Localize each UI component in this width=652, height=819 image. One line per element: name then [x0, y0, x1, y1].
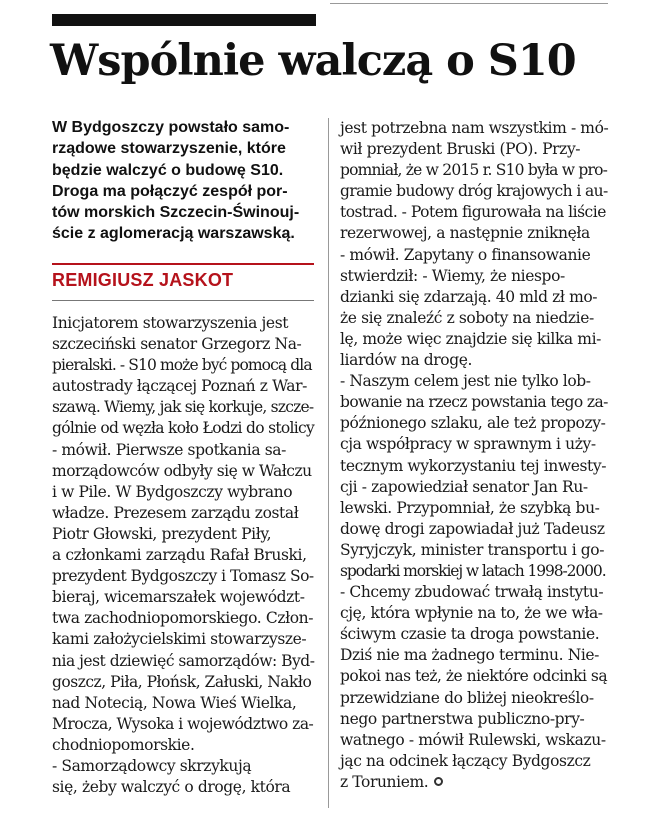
- body-line: pieralski. - S10 może być pomocą dla: [52, 356, 312, 375]
- body-line: lę, może więc znajdzie się kilka mi-: [340, 329, 601, 348]
- body-line: nego partnerstwa publiczno-pry-: [340, 709, 585, 728]
- lead-line: ście z aglomeracją warszawską.: [52, 225, 295, 243]
- body-line: jest potrzebna nam wszystkim - mó-: [340, 119, 609, 137]
- body-line: - mówił. Pierwsze spotkania sa-: [52, 440, 286, 459]
- body-line: szczeciński senator Grzegorz Na-: [52, 335, 302, 354]
- end-of-article-icon: [434, 777, 443, 786]
- body-line: pokoi nas też, że niektóre odcinki są: [340, 667, 608, 686]
- body-line: prezydent Bydgoszczy i Tomasz So-: [52, 567, 314, 586]
- body-line: twa zachodniopomorskiego. Człon-: [52, 609, 314, 628]
- body-line: stwierdził: - Wiemy, że niespo-: [340, 266, 565, 285]
- top-black-bar: [52, 14, 316, 26]
- column-divider: [328, 118, 329, 808]
- body-line: chodniopomorskie.: [52, 735, 195, 754]
- body-line: nad Notecią, Nowa Wieś Wielka,: [52, 693, 297, 712]
- lead-line: W Bydgoszczy powstało samo-: [52, 119, 290, 136]
- body-line: tecznym wykorzystaniu tej inwesty-: [340, 456, 607, 475]
- body-line: wił prezydent Bruski (PO). Przy-: [340, 140, 581, 159]
- lead-line: rządowe stowarzyszenie, które: [52, 140, 286, 158]
- body-line: morządowców odbyły się w Wałczu: [52, 461, 312, 480]
- body-line: - Naszym celem jest nie tylko lob-: [340, 372, 591, 391]
- body-line: nia jest dziewięć samorządów: Byd-: [52, 651, 315, 670]
- body-line: goszcz, Piła, Płońsk, Załuski, Nakło: [52, 672, 312, 691]
- body-line: - Samorządowcy skrzykują: [52, 756, 252, 775]
- headline: Wspólnie walczą o S10: [50, 36, 576, 86]
- top-thin-rule: [330, 3, 608, 4]
- body-line: późnionego szlaku, ale też propozy-: [340, 414, 606, 433]
- body-line: się, żeby walczyć o drogę, która: [52, 778, 291, 797]
- author-top-rule: [52, 263, 314, 265]
- body-line: - Chcemy zbudować trwałą instytu-: [340, 583, 604, 602]
- body-line: watnego - mówił Rulewski, wskazu-: [340, 730, 606, 749]
- body-line: bowanie na rzecz powstania tego za-: [340, 393, 608, 412]
- body-line: pomniał, że w 2015 r. S10 była w pro-: [340, 161, 608, 180]
- body-line: przewidziane do bliżej nieokreślo-: [340, 688, 594, 707]
- body-line: Inicjatorem stowarzyszenia jest: [52, 314, 289, 332]
- body-line: liardów na drogę.: [340, 351, 473, 370]
- body-line: lewski. Przypomniał, że szybką bu-: [340, 498, 600, 517]
- lead-paragraph: [52, 117, 314, 245]
- body-line: Mrocza, Wysoka i województwo za-: [52, 714, 314, 733]
- body-line: rezerwowej, a następnie zniknęła: [340, 224, 590, 243]
- author-byline: REMIGIUSZ JASKOT: [52, 270, 234, 290]
- body-line: dzianki się zdarzają. 40 mld zł mo-: [340, 287, 598, 306]
- body-line: i w Pile. W Bydgoszczy wybrano: [52, 482, 293, 501]
- body-line: Dziś nie ma żadnego terminu. Nie-: [340, 646, 600, 665]
- body-line: cji - zapowiedział senator Jan Ru-: [340, 477, 588, 496]
- body-line: tostrad. - Potem figurowała na liście: [340, 203, 606, 222]
- body-line: gramie budowy dróg krajowych i au-: [340, 182, 608, 201]
- body-line: cja współpracy w sprawnym i uży-: [340, 435, 596, 454]
- body-line: z Toruniem.: [340, 772, 608, 793]
- lead-line: Droga ma połączyć zespół por-: [52, 182, 288, 200]
- body-line: Syryjczyk, minister transportu i go-: [340, 540, 605, 559]
- body-line: kami założycielskimi stowarzysze-: [52, 630, 307, 649]
- body-line: jąc na odcinek łączący Bydgoszcz: [340, 751, 591, 770]
- article-column-right: [340, 118, 608, 793]
- body-line: spodarki morskiej w latach 1998-2000.: [340, 561, 606, 580]
- body-line: władze. Prezesem zarządu został: [52, 503, 299, 522]
- body-line: a członkami zarządu Rafał Bruski,: [52, 546, 307, 565]
- body-line: gólnie od węzła koło Łodzi do stolicy: [52, 419, 315, 438]
- author-bottom-rule: [52, 300, 314, 301]
- body-line: Piotr Głowski, prezydent Piły,: [52, 524, 272, 543]
- body-line: dowę drogi zapowiadał już Tadeusz: [340, 519, 605, 538]
- body-line: bieraj, wicemarszałek województ-: [52, 588, 305, 607]
- body-line: ściwym czasie ta droga powstanie.: [340, 625, 600, 644]
- body-line: autostrady łączącej Poznań z War-: [52, 377, 307, 396]
- body-line: cję, która wpłynie na to, że we wła-: [340, 604, 603, 623]
- body-line: że się znaleźć z soboty na niedzie-: [340, 308, 594, 327]
- lead-line: tów morskich Szczecin-Świnouj-: [52, 204, 300, 222]
- body-line: szawą. Wiemy, jak się korkuje, szcze-: [52, 398, 314, 417]
- body-line: - mówił. Zapytany o finansowanie: [340, 245, 591, 264]
- article-column-left: [52, 313, 314, 798]
- lead-line: będzie walczyć o budowę S10.: [52, 161, 284, 179]
